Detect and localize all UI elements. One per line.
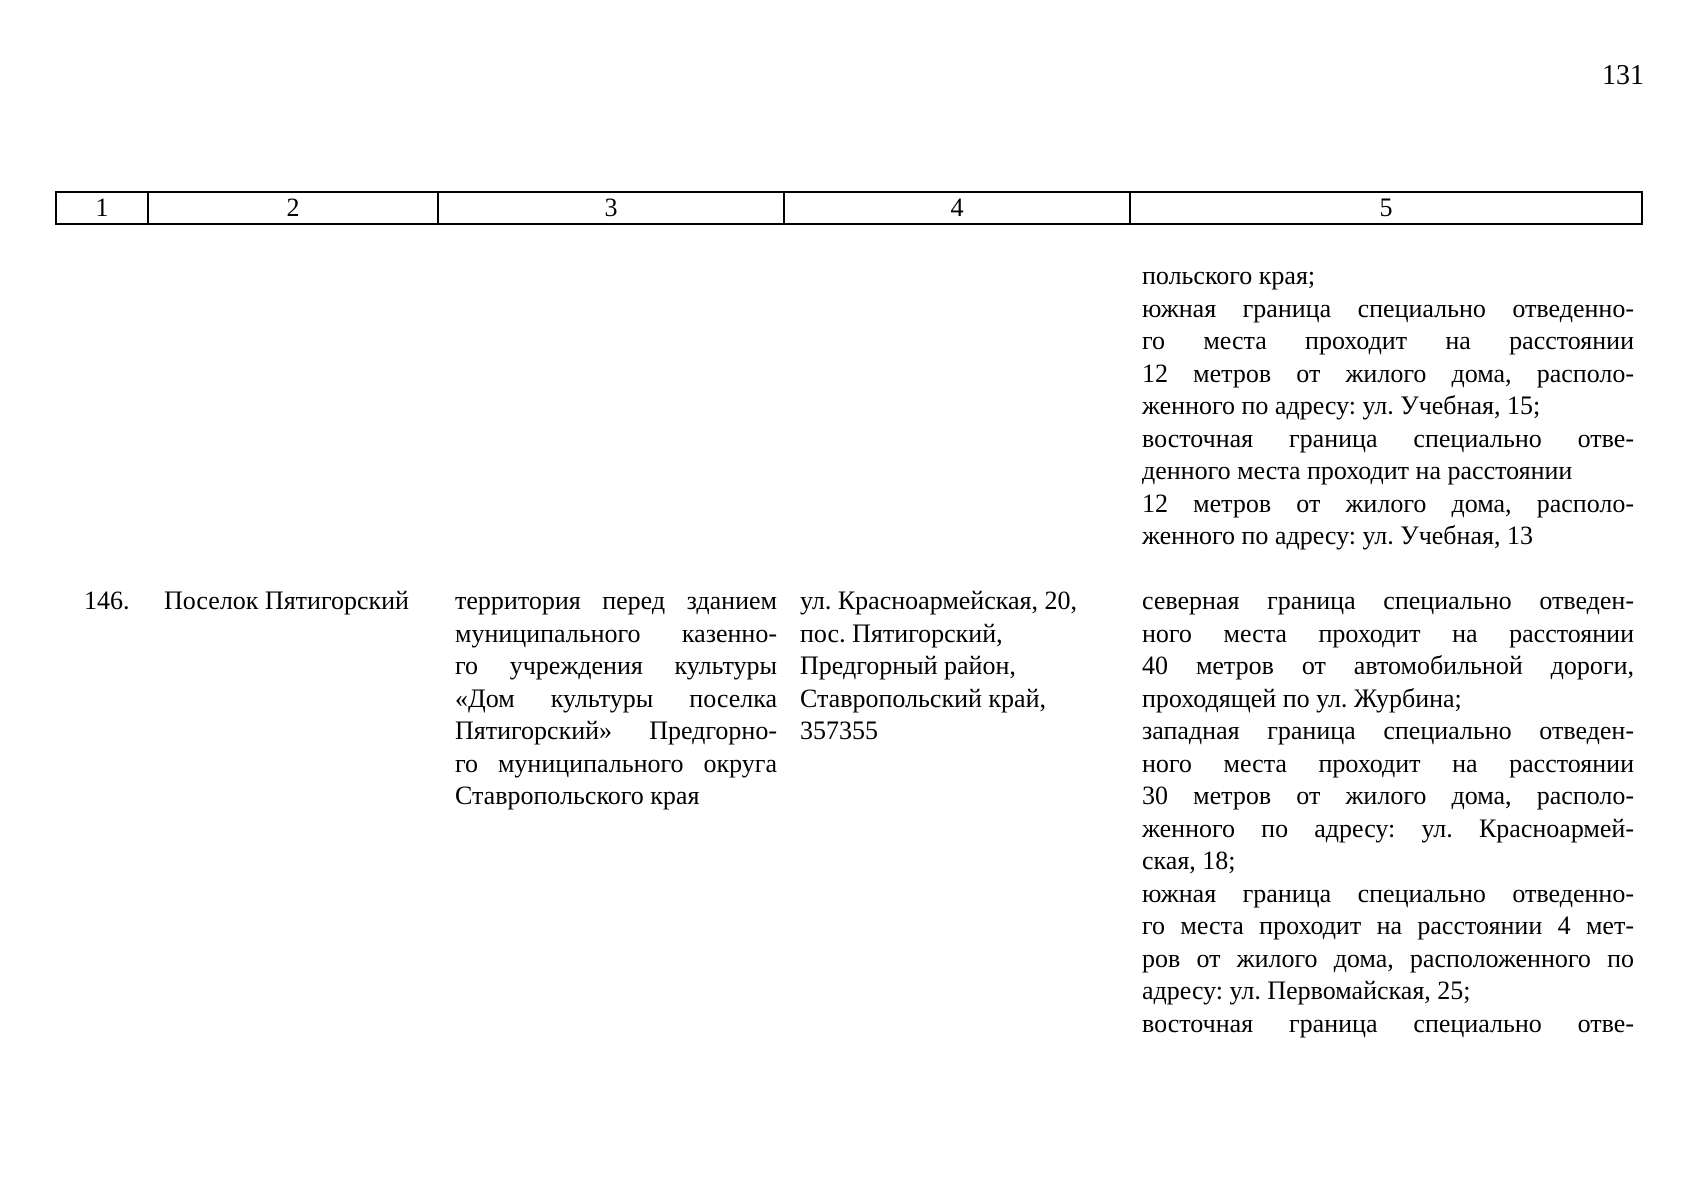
column-header-5: 5 xyxy=(1379,193,1393,222)
settlement-name: Поселок Пятигорский xyxy=(164,586,409,615)
text-line: 12 метров от жилого дома, располо- xyxy=(1142,488,1634,518)
column-header-table xyxy=(55,191,1643,225)
text-line: го муниципального округа xyxy=(455,748,777,778)
column-header-3: 3 xyxy=(439,193,785,223)
text-line: восточная граница специально отве- xyxy=(1142,423,1634,453)
text-line: женного по адресу: ул. Красноармей- xyxy=(1142,813,1634,843)
text-line: 357355 xyxy=(800,716,878,745)
text-line: 40 метров от автомобильной дороги, xyxy=(1142,651,1634,680)
text-line: ров от жилого дома, расположенного по xyxy=(1142,943,1634,973)
text-line: денного места проходит на расстоянии xyxy=(1142,456,1573,485)
text-line: 30 метров от жилого дома, располо- xyxy=(1142,781,1634,810)
continued-boundary-description xyxy=(1142,260,1634,553)
page-number: 131 xyxy=(1602,60,1644,91)
text-line: женного по адресу: ул. Учебная, 15; xyxy=(1142,391,1541,420)
text-line: «Дом культуры поселка xyxy=(455,683,777,713)
text-line: ного места проходит на расстоянии xyxy=(1142,618,1634,648)
text-line: западная граница специально отведен- xyxy=(1142,716,1634,745)
text-line: адресу: ул. Первомайская, 25; xyxy=(1142,976,1471,1005)
text-line: женного по адресу: ул. Учебная, 13 xyxy=(1142,521,1533,550)
text-line: Ставропольский край, xyxy=(800,683,1046,713)
text-line: южная граница специально отведенно- xyxy=(1142,293,1634,323)
text-line: проходящей по ул. Журбина; xyxy=(1142,683,1462,713)
text-line: пос. Пятигорский, xyxy=(800,618,1003,648)
text-line: го учреждения культуры xyxy=(455,651,777,680)
place-description xyxy=(455,585,777,813)
text-line: Пятигорский» Предгорно- xyxy=(455,716,777,745)
boundary-description xyxy=(1142,585,1634,1040)
text-line: восточная граница специально отве- xyxy=(1142,1008,1634,1038)
column-header-4: 4 xyxy=(785,193,1131,223)
row-number: 146. xyxy=(84,586,130,615)
text-line: го места проходит на расстоянии 4 мет- xyxy=(1142,911,1634,940)
text-line: польского края; xyxy=(1142,261,1316,290)
text-line: южная граница специально отведенно- xyxy=(1142,878,1634,908)
text-line: Предгорный район, xyxy=(800,651,1016,680)
column-header-2: 2 xyxy=(149,193,439,223)
text-line: Ставропольского края xyxy=(455,781,700,810)
text-line: ская, 18; xyxy=(1142,846,1236,875)
place-address xyxy=(800,585,1120,748)
text-line: 12 метров от жилого дома, располо- xyxy=(1142,358,1634,388)
text-line: го места проходит на расстоянии xyxy=(1142,326,1634,355)
text-line: северная граница специально отведен- xyxy=(1142,586,1634,615)
text-line: территория перед зданием xyxy=(455,586,777,615)
text-line: ул. Красноармейская, 20, xyxy=(800,586,1077,615)
column-header-1: 1 xyxy=(57,193,149,223)
text-line: муниципального казенно- xyxy=(455,618,777,648)
text-line: ного места проходит на расстоянии xyxy=(1142,748,1634,778)
